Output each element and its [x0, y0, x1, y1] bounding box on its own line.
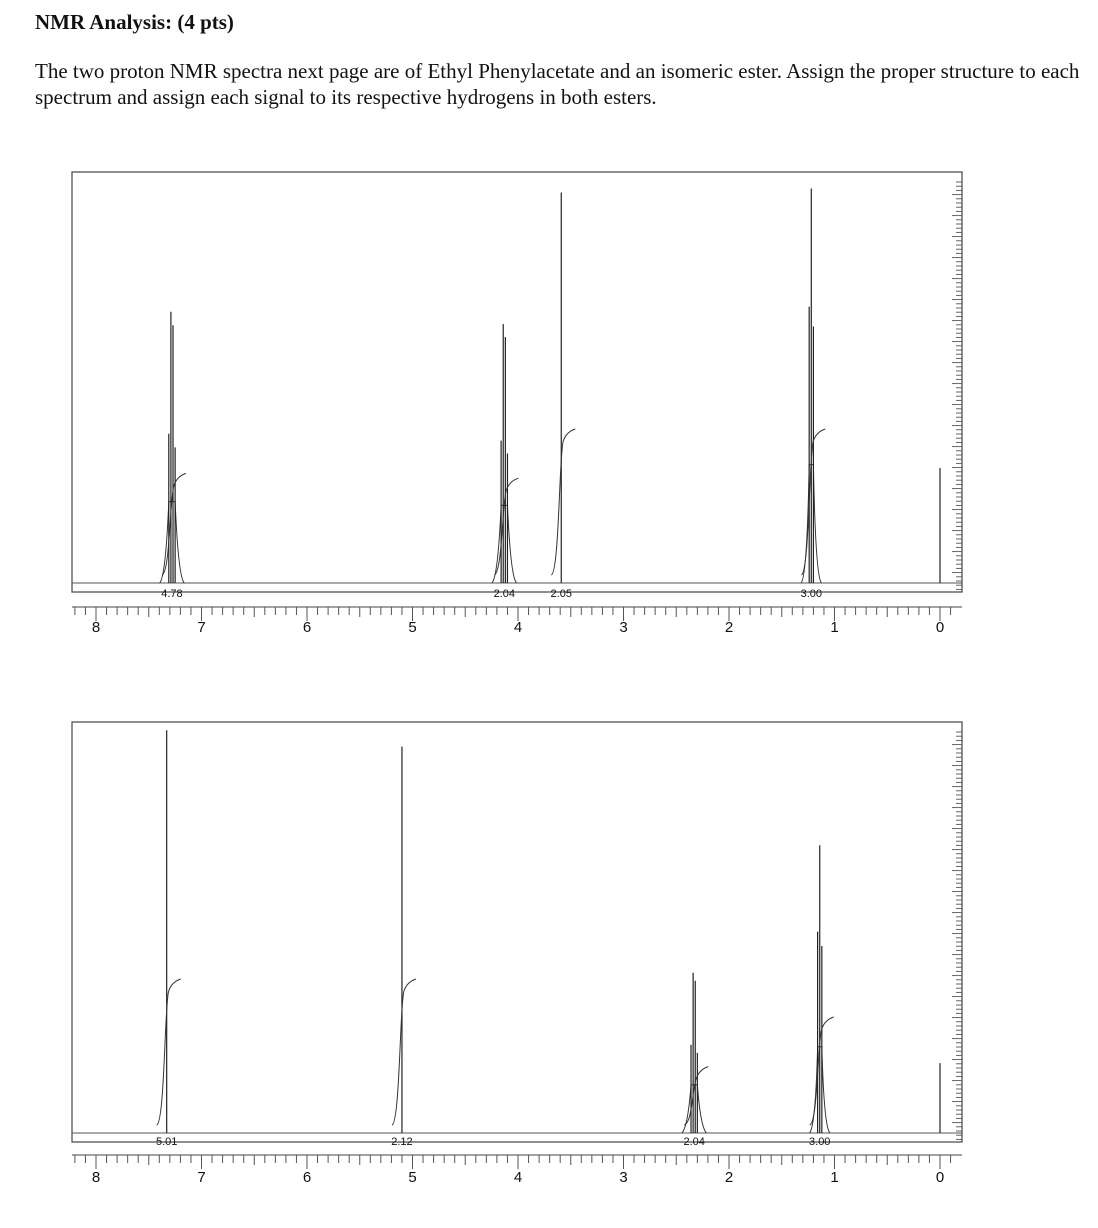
peak [160, 312, 186, 600]
ppm-tick-label: 1 [830, 1169, 839, 1186]
ppm-tick-label: 6 [302, 1169, 312, 1186]
integral-curve [551, 429, 575, 575]
ppm-tick-label: 4 [513, 1169, 523, 1186]
peak [809, 845, 834, 1148]
integration-label: 2.12 [391, 1136, 413, 1148]
integral-curve [162, 473, 186, 575]
peak [551, 193, 576, 600]
peak [682, 973, 708, 1148]
nmr-spectrum-1 [0, 160, 1098, 640]
peak [492, 324, 518, 600]
integral-curve [157, 979, 181, 1125]
peak-envelope [682, 1085, 707, 1133]
ppm-tick-label: 3 [619, 1169, 628, 1186]
nmr-spectrum-2 [0, 700, 1098, 1190]
ppm-tick-label: 8 [91, 619, 101, 636]
page-heading: NMR Analysis: (4 pts) [35, 10, 234, 34]
ppm-tick-label: 4 [513, 619, 523, 636]
integration-label: 5.01 [155, 1136, 178, 1148]
integration-label: 2.04 [683, 1136, 705, 1148]
integration-label: 3.00 [809, 1136, 831, 1148]
ppm-tick-label: 0 [935, 1169, 945, 1186]
ppm-tick-label: 6 [302, 619, 312, 636]
ppm-tick-label: 1 [830, 619, 839, 636]
ppm-tick-label: 7 [197, 619, 206, 636]
ppm-tick-label: 2 [724, 1169, 734, 1186]
peak [801, 188, 826, 600]
instructions-text: The two proton NMR spectra next page are of Ethyl Phenylacetate and an isomeric ester. Assign the proper structure to each spectrum and assign each signal to its respective hydrogens in both esters. [35, 59, 1080, 109]
ppm-tick-label: 5 [408, 619, 417, 636]
integral-curve [494, 478, 518, 575]
integral-ruler [952, 180, 962, 592]
peak-envelope [160, 502, 185, 583]
ppm-tick-label: 7 [197, 1169, 206, 1186]
plot-frame [72, 722, 962, 1142]
peak [156, 730, 181, 1148]
integration-label: 2.04 [493, 588, 515, 600]
plot-frame [72, 172, 962, 592]
integral-curve [392, 979, 416, 1125]
ppm-tick-label: 2 [724, 619, 734, 636]
peak [391, 747, 416, 1148]
peak-envelope [492, 505, 517, 583]
integration-label: 3.00 [800, 588, 823, 600]
ppm-tick-label: 0 [935, 619, 945, 636]
ppm-tick-label: 5 [408, 1169, 417, 1186]
integral-ruler [952, 730, 962, 1142]
ppm-tick-label: 8 [91, 1169, 101, 1186]
integration-label: 2.05 [550, 588, 572, 600]
integration-label: 4.78 [161, 588, 183, 600]
ppm-tick-label: 3 [619, 619, 628, 636]
